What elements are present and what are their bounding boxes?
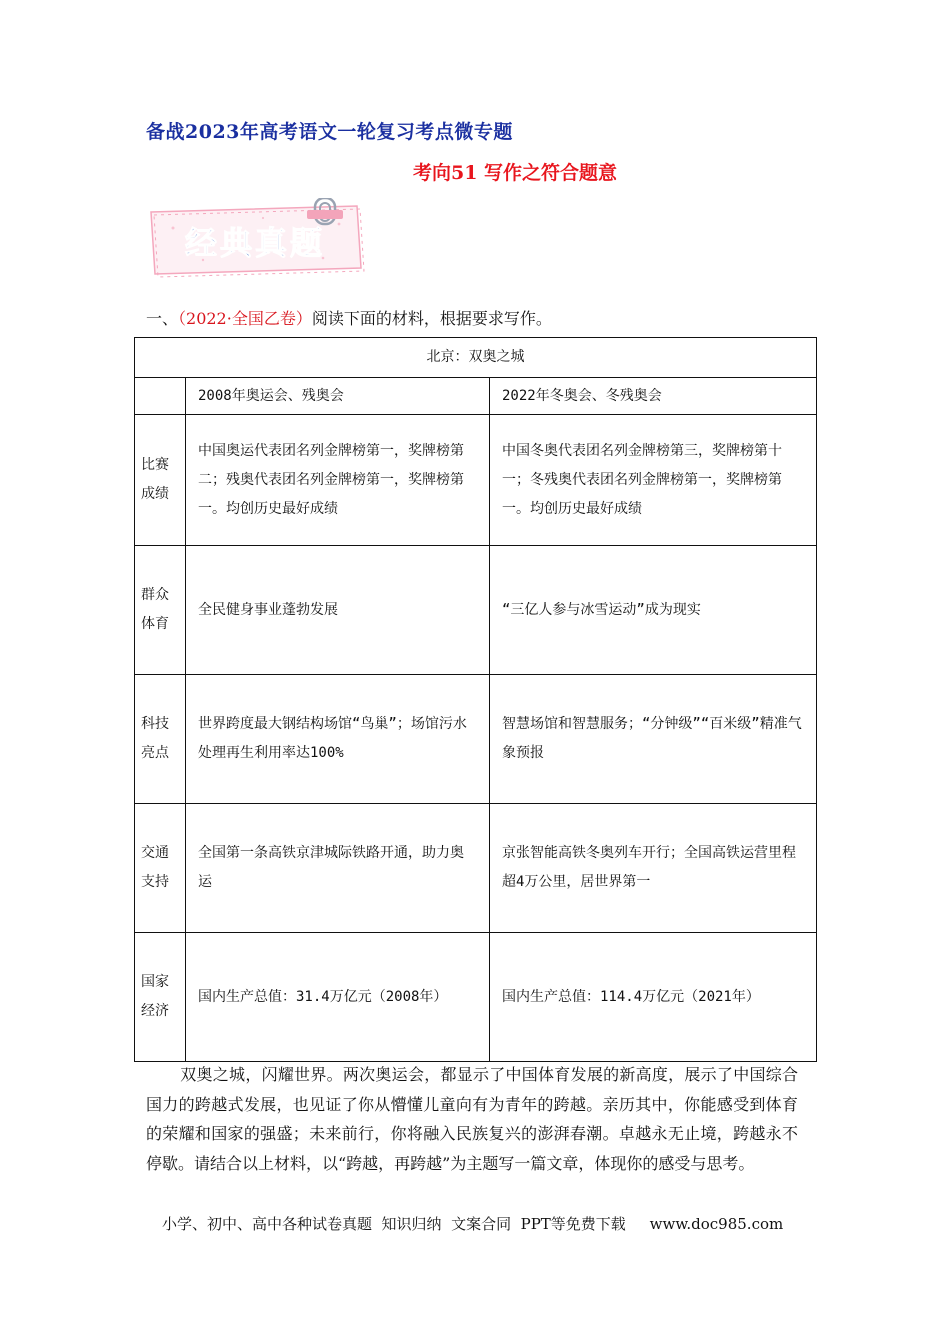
table-caption: 北京：双奥之城 [135,338,817,378]
question-source: （2022·全国乙卷） [178,309,312,328]
material-table [134,337,817,1062]
series-title: 备战2023年高考语文一轮复习考点微专题 [146,121,513,143]
table-cell: 京张智能高铁冬奥列车开行；全国高铁运营里程超4万公里，居世界第一 [490,804,817,933]
row-label: 国家经济 [135,933,186,1062]
table-cell: 智慧场馆和智慧服务；“分钟级”“百米级”精准气象预报 [490,675,817,804]
table-corner [135,378,186,415]
table-cell: 全民健身事业蓬勃发展 [186,546,490,675]
topic-title: 考向51 写作之符合题意 [412,162,618,184]
table-cell: 国内生产总值：31.4万亿元（2008年） [186,933,490,1062]
paragraph-text: 双奥之城，闪耀世界。两次奥运会，都显示了中国体育发展的新高度，展示了中国综合国力的跨越式发展，也见证了你从懵懂儿童向有为青年的跨越。亲历其中，你能感受到体育的荣耀和国家的强盛；未来前行，你将融入民族复兴的澎湃春潮。卓越永无止境，跨越永不停歇。请结合以上材料，以“跨越，再跨越”为主题写一篇文章，体现你的感受与思考。 [146,1065,798,1173]
question-intro [146,306,552,329]
column-header-2022: 2022年冬奥会、冬残奥会 [490,378,817,415]
question-instruction: 阅读下面的材料，根据要求写作。 [311,309,552,328]
table-cell: 世界跨度最大钢结构场馆“鸟巢”；场馆污水处理再生利用率达100% [186,675,490,804]
row-label: 比赛成绩 [135,415,186,546]
table-row [135,546,817,675]
table-row [135,804,817,933]
material-paragraph [146,1060,798,1178]
table-cell: “三亿人参与冰雪运动”成为现实 [490,546,817,675]
table-cell: 中国奥运代表团名列金牌榜第一，奖牌榜第二；残奥代表团名列金牌榜第一，奖牌榜第一。均创历史最好成绩 [186,415,490,546]
table-row [135,675,817,804]
table-cell: 国内生产总值：114.4万亿元（2021年） [490,933,817,1062]
question-prefix: 一、 [146,309,179,328]
badge-text: 经典真题 [184,224,326,262]
row-label: 科技亮点 [135,675,186,804]
table-row [135,933,817,1062]
table-cell: 全国第一条高铁京津城际铁路开通，助力奥运 [186,804,490,933]
row-label: 交通支持 [135,804,186,933]
table-cell: 中国冬奥代表团名列金牌榜第三，奖牌榜第十一；冬残奥代表团名列金牌榜第一，奖牌榜第一。均创历史最好成绩 [490,415,817,546]
footer-note: 小学、初中、高中各种试卷真题 知识归纳 文案合同 PPT等免费下载 www.doc985.com [162,1215,784,1233]
column-header-2008: 2008年奥运会、残奥会 [186,378,490,415]
classic-questions-badge [143,198,365,280]
table-row [135,415,817,546]
row-label: 群众体育 [135,546,186,675]
